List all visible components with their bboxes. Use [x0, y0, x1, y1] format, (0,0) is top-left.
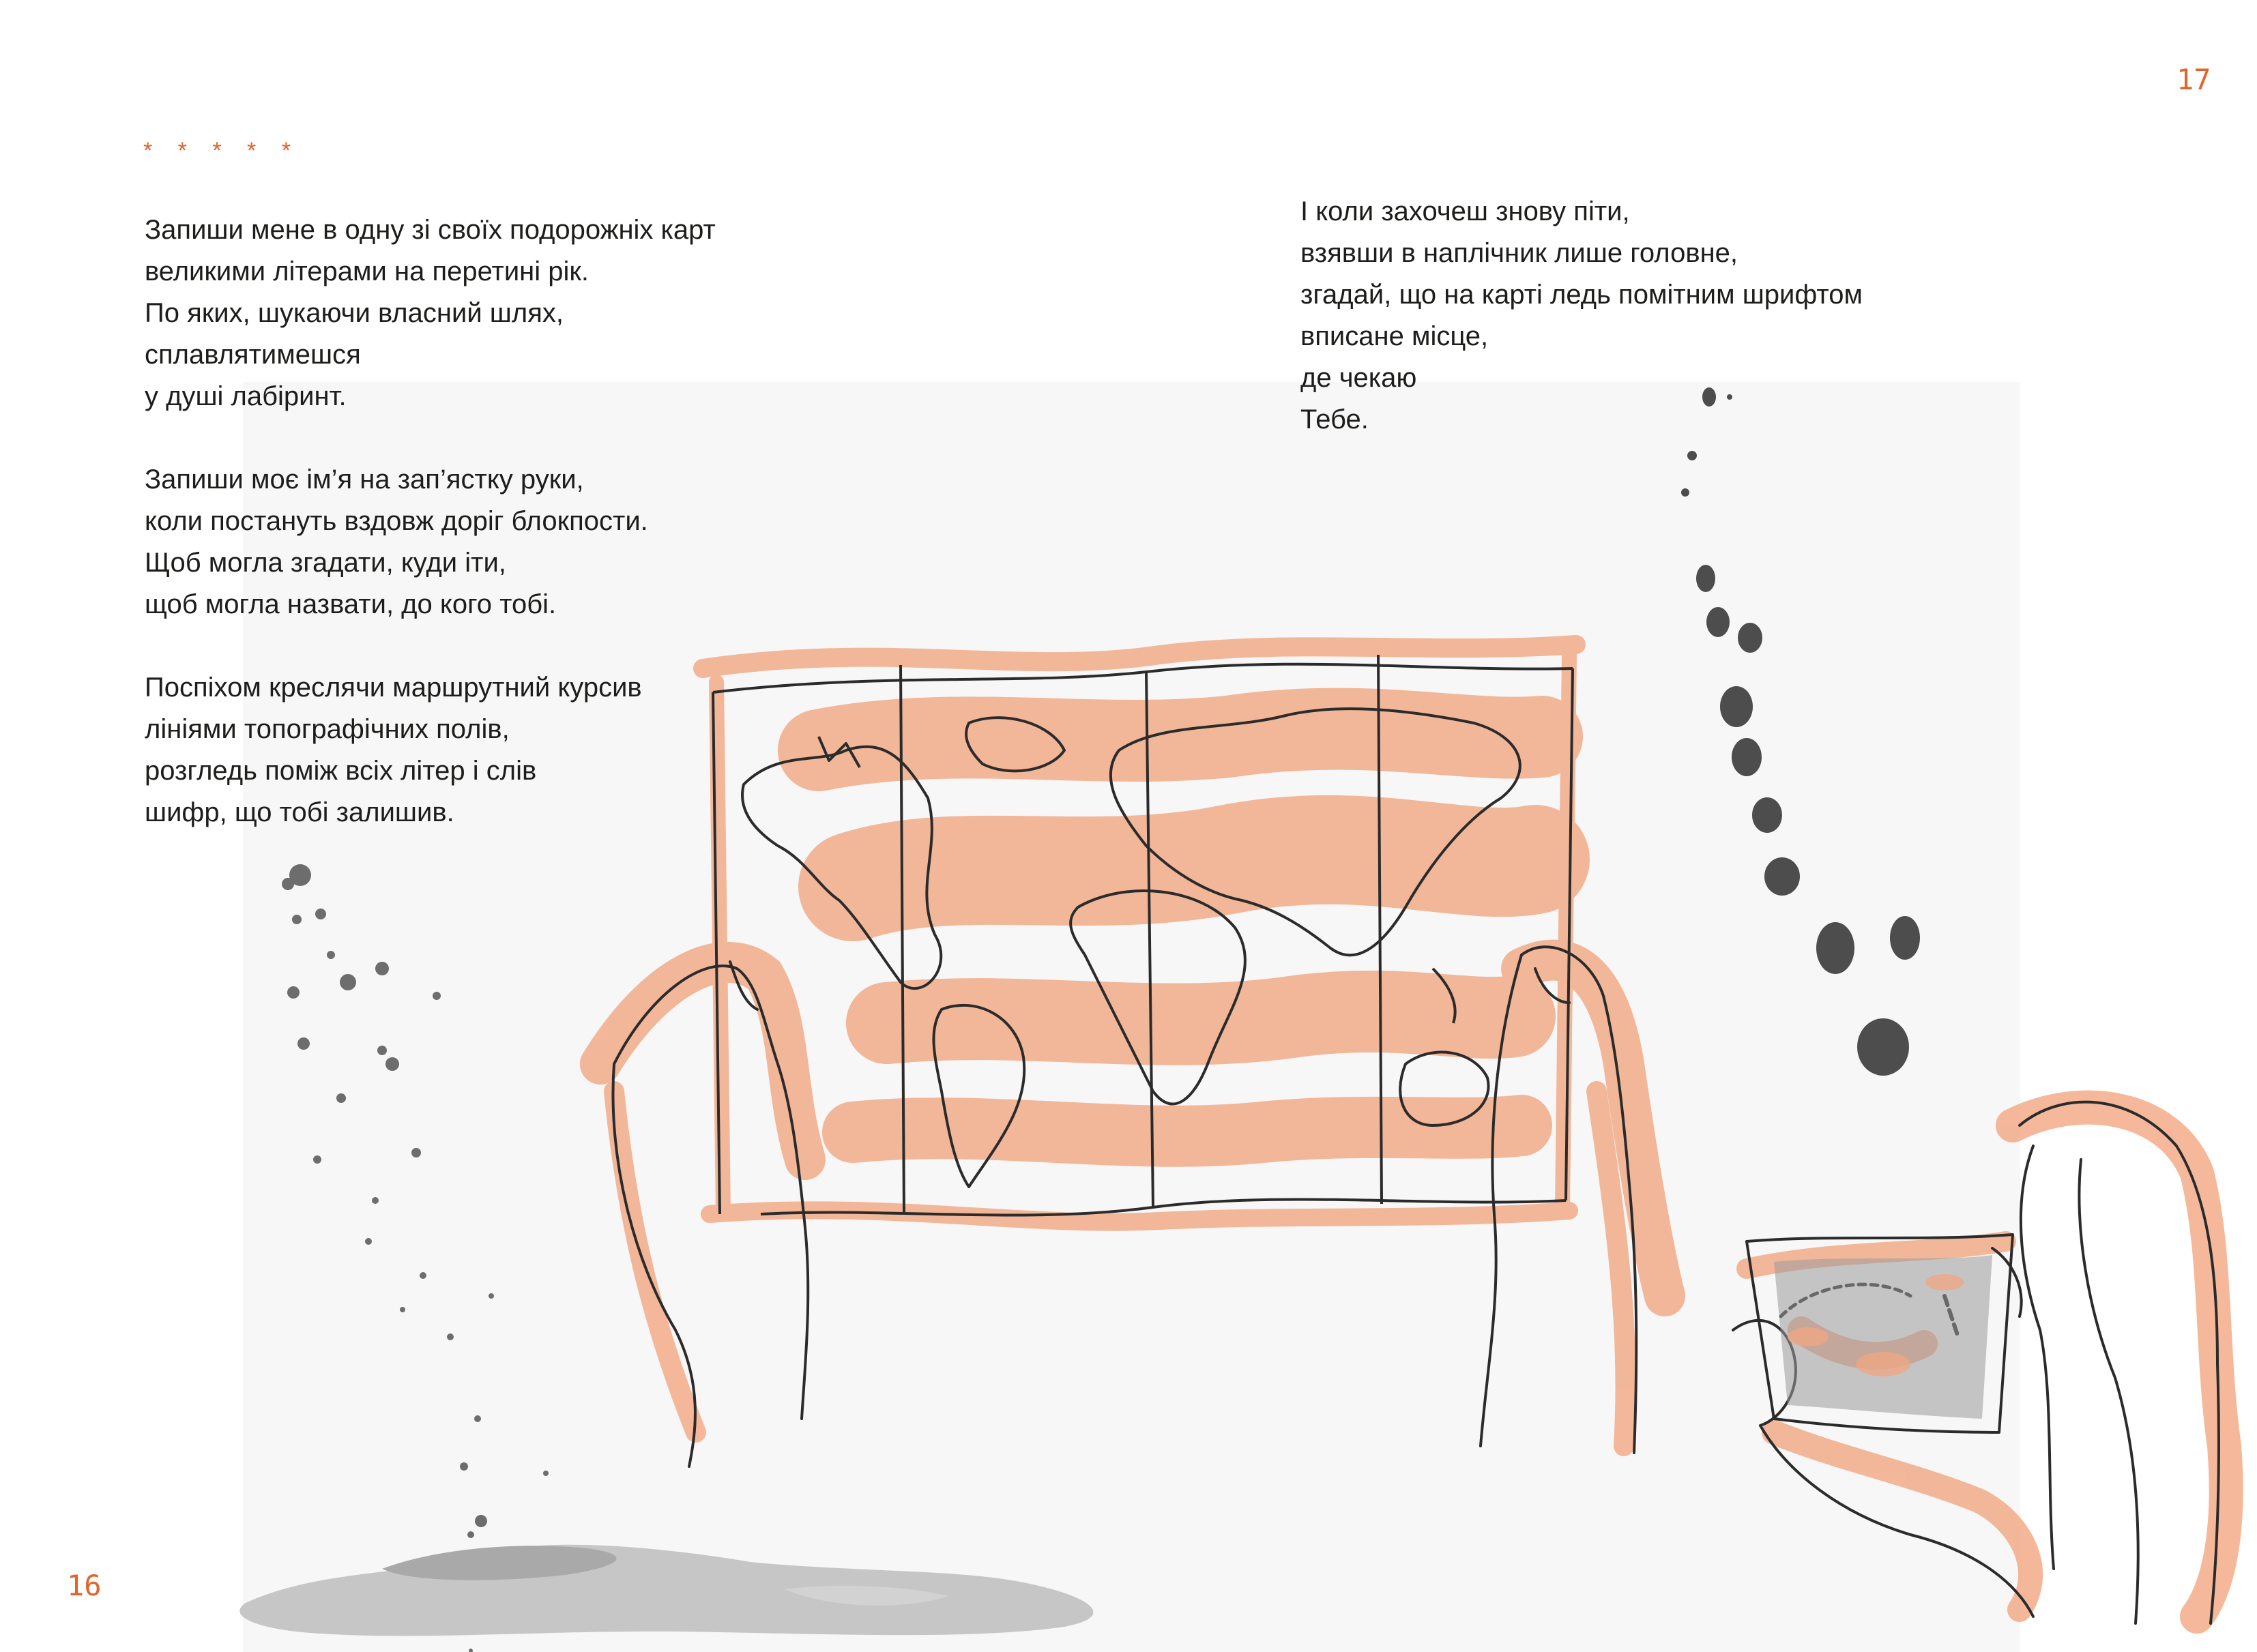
girl-reading-map-icon	[1733, 1102, 2226, 1623]
poem-line: вписане місце,	[1300, 321, 1489, 351]
poem-line: у душі лабіринт.	[145, 381, 347, 411]
poem-line: І коли захочеш знову піти,	[1300, 196, 1630, 226]
poem-stanza-1	[145, 209, 716, 417]
poem-line: взявши в наплічник лише головне,	[1300, 238, 1738, 268]
poem-stanza-3	[145, 667, 716, 834]
ink-splatter-icon	[282, 864, 549, 1652]
poem-line: шифр, що тобі залишив.	[145, 797, 454, 827]
poem-line: Поспіхом креслячи маршрутний курсив	[145, 673, 642, 703]
poem-line: розгледь поміж всіх літер і слів	[145, 756, 537, 786]
poem-line: сплавлятимешся	[145, 340, 361, 370]
page-number-right: 17	[2176, 63, 2211, 96]
poem-line: Тебе.	[1300, 404, 1369, 434]
poem-line: де чекаю	[1300, 363, 1417, 393]
poem-line: згадай, що на карті ледь помітним шрифтом	[1300, 280, 1863, 310]
stanza-separator: * * * * *	[143, 138, 300, 164]
poem-line: Запиши мене в одну зі своїх подорожніх карт	[145, 215, 716, 245]
poem-line: По яких, шукаючи власний шлях,	[145, 298, 564, 328]
page-number-left: 16	[67, 1569, 102, 1602]
hands-holding-world-map-icon	[600, 645, 1665, 1466]
poem-line: Щоб могла згадати, куди іти,	[145, 548, 506, 578]
poem-line: Запиши моє ім’я на зап’ястку руки,	[145, 464, 584, 495]
poem-left-column	[145, 209, 716, 834]
poem-line: лініями топографічних полів,	[145, 714, 510, 744]
grey-puddle-icon	[239, 1545, 1093, 1636]
poem-line: великими літерами на перетині рік.	[145, 256, 589, 286]
poem-line: коли постануть вздовж доріг блокпости.	[145, 506, 648, 536]
poem-right-column	[1300, 191, 1863, 441]
poem-stanza-2	[145, 459, 716, 625]
poem-line: щоб могла назвати, до кого тобі.	[145, 589, 557, 619]
footprints-icon	[1681, 387, 1920, 1076]
poem-stanza-4	[1300, 191, 1863, 441]
